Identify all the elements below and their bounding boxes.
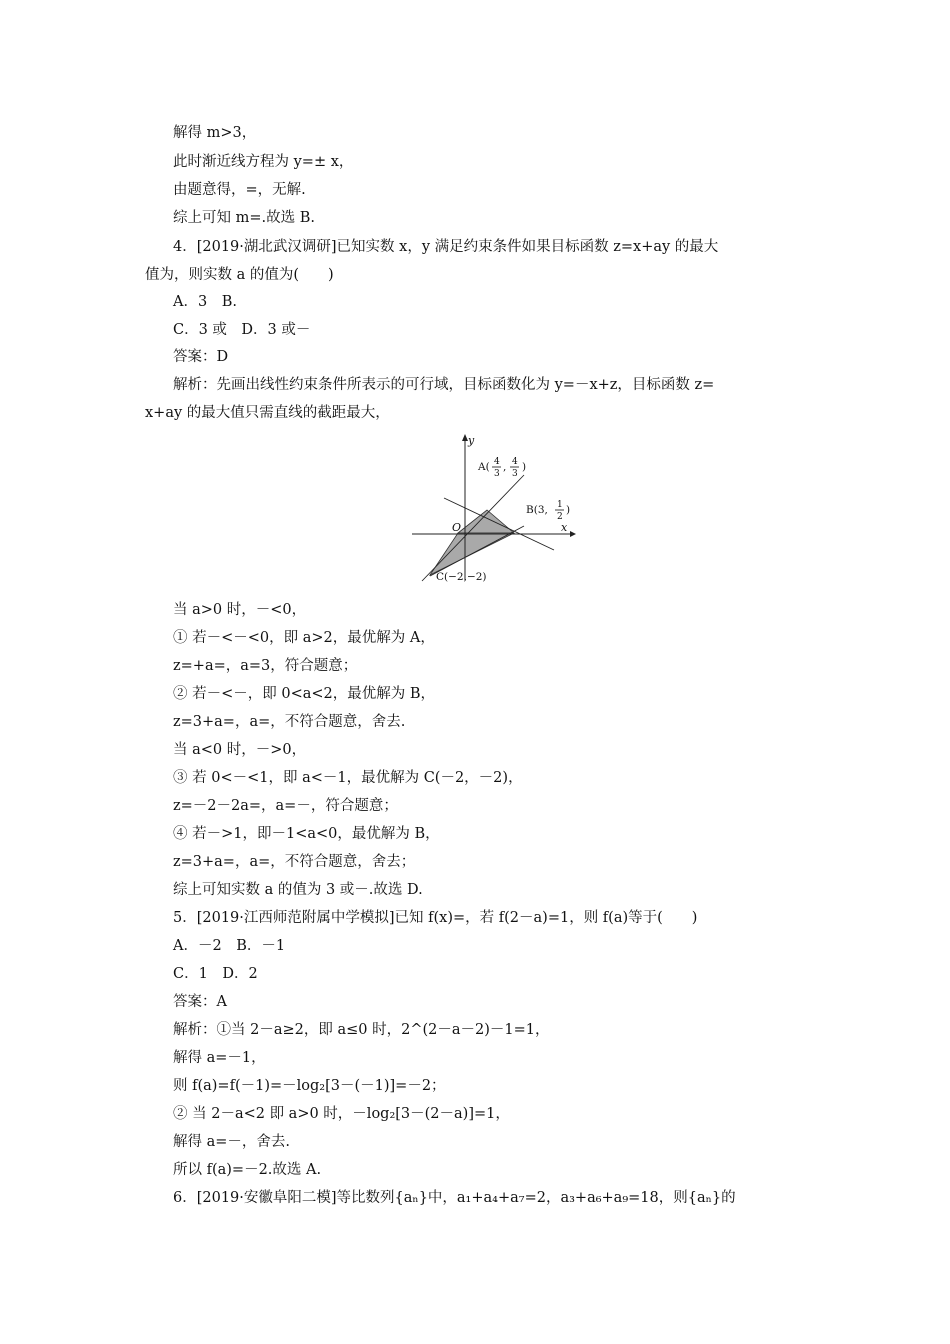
point-b-frac-num: 1 (557, 500, 563, 510)
text-line: 解得 a=－，舍去. (173, 1134, 291, 1150)
text-line: 综上可知 m=.故选 B. (173, 210, 315, 226)
origin-label: O (452, 521, 462, 534)
text-line: z=－2－2a=，a=－，符合题意； (173, 798, 398, 814)
text-line: ③ 若 0<－<1，即 a<－1，最优解为 C(－2，－2)， (173, 770, 523, 786)
coordinate-plot (408, 430, 578, 590)
question-6-stem: 6．[2019·安徽阜阳二模]等比数列{aₙ}中，a₁+a₄+a₇=2，a₃+a₆+a₉=18，则{aₙ}的 (173, 1190, 736, 1206)
question-5-answer: 答案：A (173, 994, 227, 1010)
question-4-stem-cont: 值为，则实数 a 的值为( ) (145, 267, 334, 283)
question-5-options-ab: A．－2 B．－1 (173, 938, 286, 954)
text-line: 则 f(a)=f(－1)=－log₂[3－(－1)]=－2； (173, 1078, 446, 1094)
text-line: ④ 若－>1，即－1<a<0，最优解为 B， (173, 826, 440, 842)
point-a-name: A( (478, 461, 490, 473)
text-line: 由题意得，=，无解. (173, 182, 306, 198)
point-a-close: ) (522, 461, 527, 473)
question-5-options-cd: C．1 D．2 (173, 966, 258, 982)
point-b-frac-den: 2 (557, 512, 563, 522)
text-line: 综上可知实数 a 的值为 3 或－.故选 D. (173, 882, 423, 898)
question-4-answer: 答案：D (173, 349, 229, 365)
text-line: ① 若－<－<0，即 a>2，最优解为 A， (173, 630, 435, 646)
x-axis-label: x (561, 521, 568, 534)
text-line: 当 a>0 时，－<0， (173, 602, 307, 618)
feasible-region-figure (408, 430, 578, 590)
text-line: 解得 m>3， (173, 125, 257, 141)
text-line: 此时渐近线方程为 y=± x， (173, 154, 354, 170)
text-line: 当 a<0 时，－>0， (173, 742, 307, 758)
point-a-frac2-den: 3 (512, 469, 518, 479)
x-axis-arrow (570, 531, 576, 537)
y-axis-label: y (468, 434, 475, 447)
text-line: z=3+a=，a=，不符合题意，舍去； (173, 854, 416, 870)
question-4-options-ab: A．3 B. (173, 294, 237, 310)
question-4-stem: 4．[2019·湖北武汉调研]已知实数 x，y 满足约束条件如果目标函数 z=x+ay 的最大 (173, 239, 719, 255)
text-line: ② 当 2－a<2 即 a>0 时，－log₂[3－(2－a)]=1， (173, 1106, 510, 1122)
feasible-region (458, 510, 514, 533)
point-a-frac1-num: 4 (494, 457, 500, 467)
point-a-sep: , (503, 461, 507, 473)
text-line: z=3+a=，a=，不符合题意，舍去. (173, 714, 406, 730)
point-a-frac1-den: 3 (494, 469, 500, 479)
point-a-frac2-num: 4 (512, 457, 518, 467)
point-b-close: ) (566, 504, 571, 516)
text-line: z=+a=，a=3，符合题意； (173, 658, 358, 674)
text-line: 所以 f(a)=－2.故选 A. (173, 1162, 322, 1178)
question-4-analysis-cont: x+ay 的最大值只需直线的截距最大， (145, 405, 390, 421)
text-line: ② 若－<－，即 0<a<2，最优解为 B， (173, 686, 436, 702)
question-4-options-cd: C．3 或 D．3 或－ (173, 322, 311, 338)
question-4-analysis: 解析：先画出线性约束条件所表示的可行域，目标函数化为 y=－x+z，目标函数 z= (173, 377, 715, 393)
point-b-name: B(3, (526, 504, 548, 516)
point-c-label: C(−2,−2) (436, 571, 487, 583)
question-5-analysis: 解析：①当 2－a≥2，即 a≤0 时，2^(2－a－2)－1=1， (173, 1022, 550, 1038)
text-line: 解得 a=－1， (173, 1050, 266, 1066)
question-5-stem: 5．[2019·江西师范附属中学模拟]已知 f(x)=，若 f(2－a)=1，则 f(a)等于( ) (173, 910, 698, 926)
